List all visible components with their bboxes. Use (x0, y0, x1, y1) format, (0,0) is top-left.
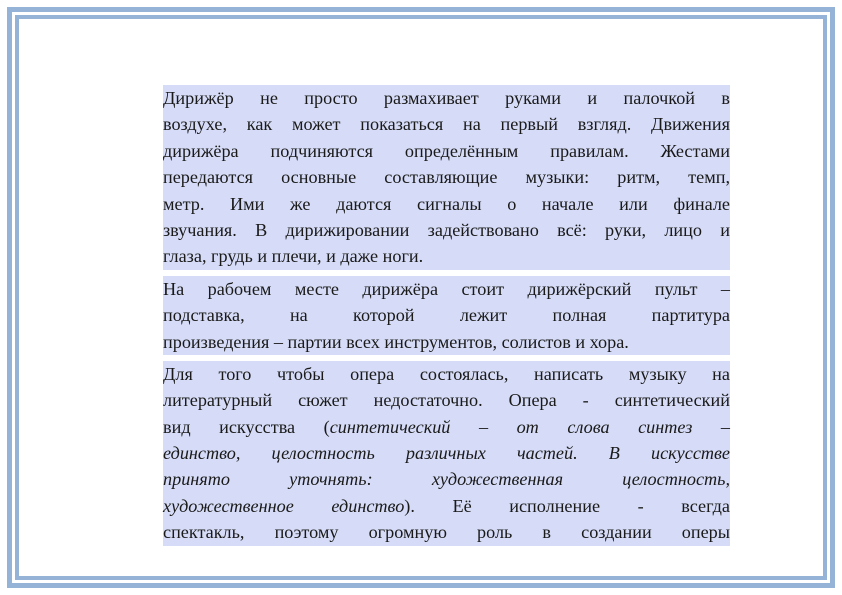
text-line: метр. Ими же даются сигналы о начале или финале (163, 191, 730, 217)
paragraph-conductor-stand (163, 276, 730, 355)
text-line: передаются основные составляющие музыки: ритм, темп, (163, 164, 730, 190)
text-line: глаза, грудь и плечи, и даже ноги. (163, 243, 730, 269)
text-line (163, 414, 730, 440)
text-segment: ). Её исполнение - всегда (404, 495, 730, 516)
text-line: произведения – партии всех инструментов, солистов и хора. (163, 329, 730, 355)
text-line: звучания. В дирижировании задействовано всё: руки, лицо и (163, 217, 730, 243)
text-line: подставка, на которой лежит полная партитура (163, 302, 730, 328)
paragraph-conductor-gestures (163, 85, 730, 270)
text-line: воздухе, как может показаться на первый взгляд. Движения (163, 111, 730, 137)
text-line: Дирижёр не просто размахивает руками и палочкой в (163, 85, 730, 111)
text-line: На рабочем месте дирижёра стоит дирижёрский пульт – (163, 276, 730, 302)
text-line: литературный сюжет недостаточно. Опера - синтетический (163, 387, 730, 413)
slide-text-block (163, 85, 730, 552)
text-line: Для того чтобы опера состоялась, написать музыку на (163, 361, 730, 387)
text-line: спектакль, поэтому огромную роль в создании оперы (163, 519, 730, 545)
italic-definition: синтетический – от слова синтез – (329, 416, 731, 437)
text-line (163, 466, 730, 492)
text-line (163, 493, 730, 519)
italic-definition: принято уточнять: художественная целостность, (163, 469, 730, 490)
italic-definition: художественное единство (163, 495, 405, 516)
italic-definition: единство, целостность различных частей. В искусстве (163, 443, 730, 464)
text-line (163, 440, 730, 466)
text-line: дирижёра подчиняются определённым правилам. Жестами (163, 138, 730, 164)
paragraph-opera-synthesis (163, 361, 730, 546)
text-segment: вид искусства ( (163, 416, 330, 437)
